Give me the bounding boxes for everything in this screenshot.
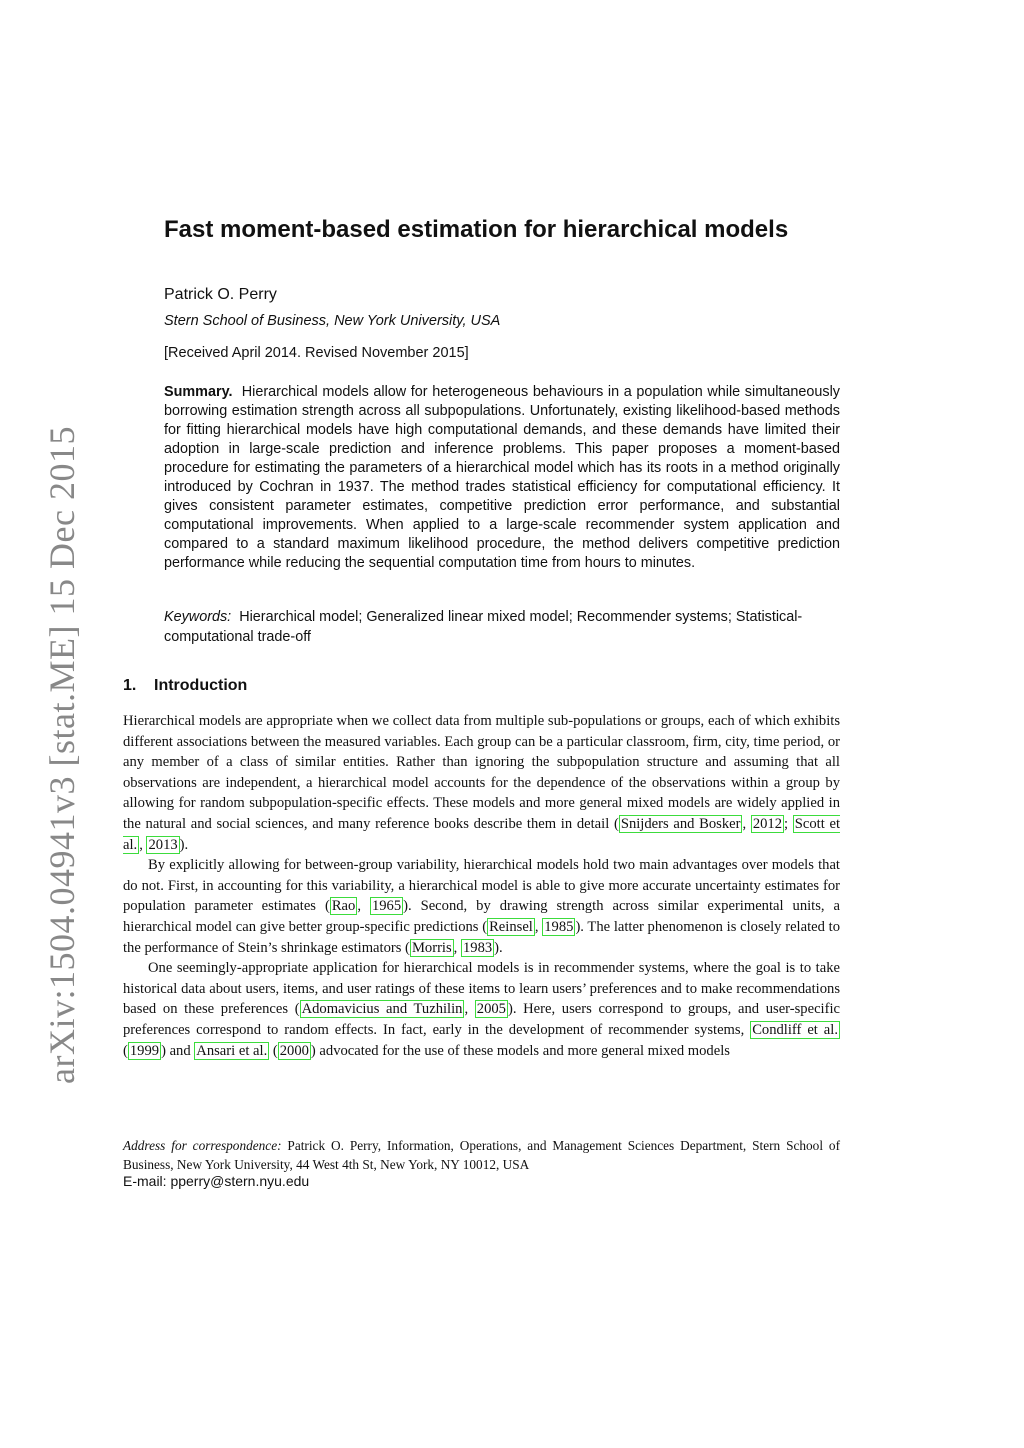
paragraph-text: One seemingly-appropriate application for hierarchical models is in recommender systems, where the goal is to take historical data about users, items, and user ratings of these items to learn users’ preferences and to make recommendations based on these preferences ( (123, 960, 840, 1018)
citation-year-link[interactable]: 2005 (476, 1001, 506, 1018)
citation-link[interactable]: Adomavicius and Tuzhilin (301, 1001, 463, 1018)
arxiv-identifier: arXiv:1504.04941v3 [stat.ME] 15 Dec 2015 (42, 426, 82, 1084)
author-affiliation: Stern School of Business, New York University, USA (164, 313, 501, 329)
footnote-label: Address for correspondence: (123, 1138, 282, 1153)
section-title: Introduction (154, 677, 248, 694)
summary-label: Summary. (164, 384, 233, 400)
paragraph-2 (123, 855, 840, 958)
keywords (164, 608, 840, 647)
citation-separator: , (453, 939, 461, 956)
keywords-text: Hierarchical model; Generalized linear mixed model; Recommender systems; Statistical-computational trade-off (164, 609, 803, 645)
citation-year-link[interactable]: 2000 (279, 1042, 309, 1059)
citation-link[interactable]: Condliff et al. (752, 1021, 838, 1038)
citation-year-link[interactable]: 1985 (544, 918, 574, 935)
citation-year-link[interactable]: 1999 (129, 1042, 160, 1059)
citation-link[interactable]: Snijders and Bosker (620, 815, 741, 832)
contact-email[interactable]: E-mail: pperry@stern.nyu.edu (123, 1173, 310, 1189)
citation-link[interactable]: Scott et al. (123, 815, 840, 853)
paragraph-3 (123, 958, 840, 1061)
paragraph-text: By explicitly allowing for between-group variability, hierarchical models hold two main advantages over models that do not. First, in accounting for this variability, a hierarchical model is able to give more accurate uncertainty estimates for population parameter estimates ( (123, 857, 840, 915)
section-number: 1. (123, 677, 137, 694)
introduction-body (123, 711, 840, 1061)
citation-link[interactable]: Reinsel (489, 918, 533, 935)
citation-year-link[interactable]: 2012 (752, 815, 783, 832)
citation-separator: , (742, 815, 751, 832)
citation-link[interactable]: Ansari et al. (196, 1042, 268, 1059)
author-name: Patrick O. Perry (164, 286, 277, 303)
paragraph-text: ). Here, users correspond to groups, and user-specific preferences correspond to random effects. In fact, early in the development of recommender systems, (123, 1001, 840, 1038)
paragraph-text: ). The latter phenomenon is closely related to the performance of Stein’s shrinkage estimators ( (123, 918, 840, 956)
keywords-label: Keywords: (164, 609, 232, 625)
paragraph-text: ). (179, 836, 189, 853)
citation-separator: ( (269, 1042, 278, 1059)
paragraph-text: ). (494, 939, 503, 956)
citation-year-link[interactable]: 1983 (462, 939, 493, 956)
citation-separator: , (139, 836, 147, 853)
citation-separator: ( (123, 1042, 128, 1059)
citation-separator: , (464, 1001, 475, 1018)
paragraph-text: ) advocated for the use of these models and more general mixed models (310, 1042, 730, 1059)
section-heading-introduction (123, 677, 247, 695)
paragraph-1 (123, 711, 840, 855)
citation-year-link[interactable]: 2013 (148, 836, 178, 853)
citation-link[interactable]: Rao (331, 898, 356, 915)
citation-separator: , (357, 898, 370, 915)
paragraph-text: ) and (161, 1042, 195, 1059)
citation-year-link[interactable]: 1965 (371, 898, 402, 915)
citation-separator: , (534, 918, 543, 935)
citation-separator: ; (784, 815, 793, 832)
received-dates: [Received April 2014. Revised November 2015] (164, 345, 469, 361)
paragraph-text: ). Second, by drawing strength across similar experimental units, a hierarchical model can give better group-specific predictions ( (123, 898, 840, 935)
paragraph-text: Hierarchical models are appropriate when we collect data from multiple sub-populations or groups, each of which exhibits different associations between the measured variables. Each group can be a particular classroom, firm, city, time period, or any member of a class of similar entities. Rather than ignoring the subpopulation structure and assuming that all observations are independent, a hierarchical model accounts for the dependence of the observations within a group by allowing for random subpopulation-specific effects. These models and more general mixed models are widely applied in the natural and social sciences, and many reference books describe them in detail ( (123, 713, 840, 832)
paper-title: Fast moment-based estimation for hierarchical models (164, 216, 789, 243)
summary-text: Hierarchical models allow for heterogeneous behaviours in a population while simultaneously borrowing estimation strength across all subpopulations. Unfortunately, existing likelihood-based methods for fitting hierarchical models have high computational demands, and these demands have limited their adoption in large-scale prediction and inference problems. This paper proposes a moment-based procedure for estimating the parameters of a hierarchical model which has its roots in a method originally introduced by Cochran in 1937. The method trades statistical efficiency for computational efficiency. It gives consistent parameter estimates, competitive prediction error performance, and substantial computational improvements. When applied to a large-scale recommender system application and compared to a standard maximum likelihood procedure, the method delivers competitive prediction performance while reducing the sequential computation time from hours to minutes. (164, 384, 840, 571)
citation-link[interactable]: Morris (411, 939, 452, 956)
footnote-text: Patrick O. Perry, Information, Operations, and Management Sciences Department, Stern School of Business, New York University, 44 West 4th St, New York, NY 10012, USA (123, 1138, 840, 1172)
correspondence-footnote (123, 1137, 840, 1174)
abstract (164, 383, 840, 573)
